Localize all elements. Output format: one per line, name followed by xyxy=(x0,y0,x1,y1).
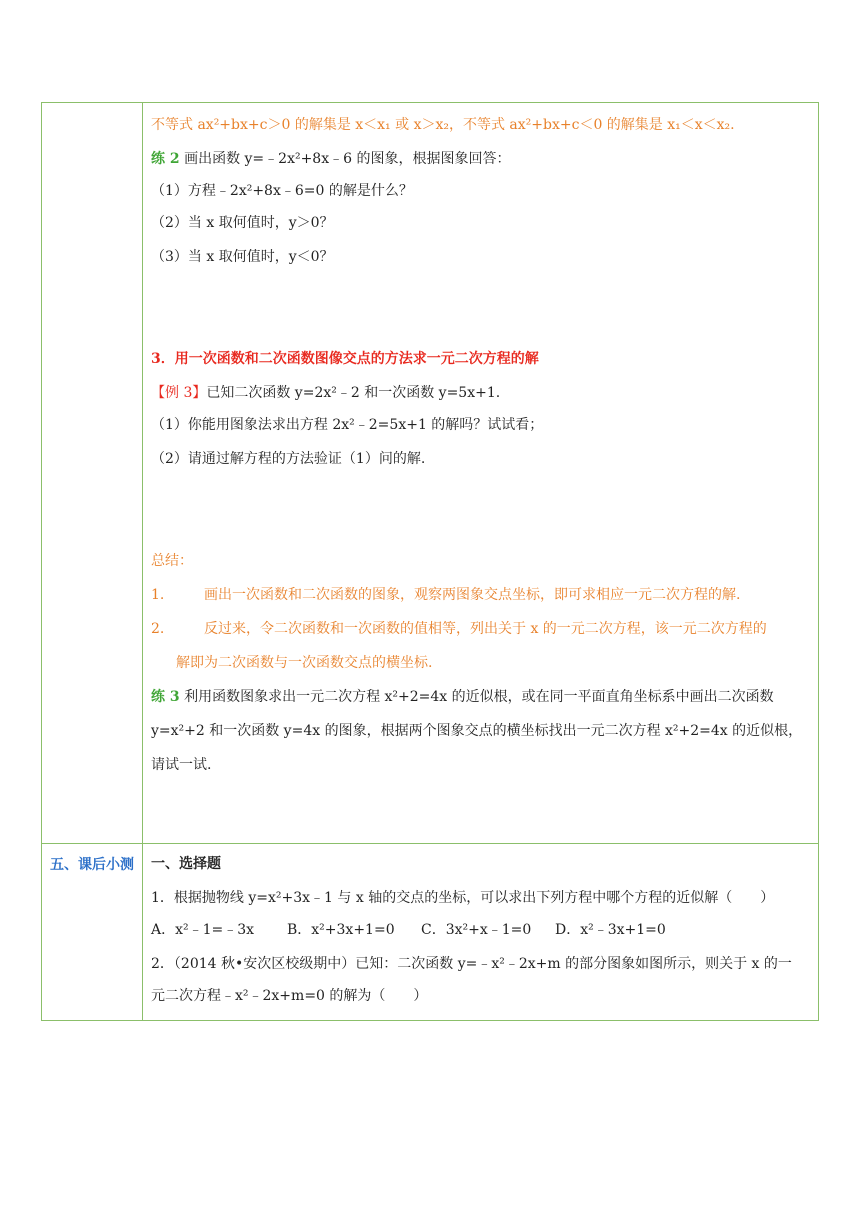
quiz-question-2-line-2: 元二次方程﹣x²﹣2x+m=0 的解为（ ） xyxy=(151,988,428,1004)
row1-label-cell xyxy=(42,103,143,844)
summary-item-2-line-2: 解即为二次函数与一次函数交点的横坐标. xyxy=(176,655,433,671)
summary-item-2-number: 2. xyxy=(151,621,165,637)
worksheet-table xyxy=(41,102,819,1021)
exercise-3-line-3: 请试一试. xyxy=(151,757,212,773)
example-3-question-2: （2）请通过解方程的方法验证（1）问的解. xyxy=(151,451,426,467)
quiz-question-1-option-a: A．x²﹣1=﹣3x xyxy=(151,922,255,938)
exercise-2 xyxy=(151,149,510,169)
exercise-2-question-3: （3）当 x 取何值时，y＜0？ xyxy=(151,249,334,265)
example-3-question-1: （1）你能用图象法求出方程 2x²﹣2=5x+1 的解吗？试试看； xyxy=(151,417,544,433)
exercise-3-line-2: y=x²+2 和一次函数 y=4x 的图象，根据两个图象交点的横坐标找出一元二次方程 x²+2=4x 的近似根， xyxy=(151,723,803,739)
exercise-2-question-1: （1）方程﹣2x²+8x﹣6=0 的解是什么？ xyxy=(151,183,413,199)
exercise-2-tag: 练 2 xyxy=(151,151,180,167)
exercise-3-text: 利用函数图象求出一元二次方程 x²+2=4x 的近似根，或在同一平面直角坐标系中画出二次函数 xyxy=(179,689,774,705)
exercise-3-tag: 练 3 xyxy=(151,689,180,705)
quiz-question-2-line-1: 2．（2014 秋•安次区校级期中）已知：二次函数 y=﹣x²﹣2x+m 的部分图象如图所示，则关于 x 的一 xyxy=(151,956,792,972)
exercise-3-line-1 xyxy=(151,687,774,707)
example-3-text: 已知二次函数 y=2x²﹣2 和一次函数 y=5x+1. xyxy=(206,385,501,401)
example-3 xyxy=(151,383,500,403)
section-label-after-class-quiz: 五、课后小测 xyxy=(50,857,134,873)
quiz-question-1: 1．根据抛物线 y=x²+3x﹣1 与 x 轴的交点的坐标，可以求出下列方程中哪个方程的近似解（ ） xyxy=(151,890,775,906)
summary-item-1: 画出一次函数和二次函数的图象，观察两图象交点坐标，即可求相应一元二次方程的解. xyxy=(204,587,741,603)
row2-label-cell xyxy=(42,844,143,1021)
quiz-question-1-option-b: B．x²+3x+1=0 xyxy=(287,922,395,938)
inequality-solution-text: 不等式 ax²+bx+c＞0 的解集是 x＜x₁ 或 x＞x₂，不等式 ax²+bx+c＜0 的解集是 x₁＜x＜x₂. xyxy=(151,117,735,133)
summary-item-1-number: 1. xyxy=(151,587,165,603)
exercise-2-question-2: （2）当 x 取何值时，y＞0？ xyxy=(151,215,334,231)
quiz-question-1-option-c: C．3x²+x﹣1=0 xyxy=(421,922,532,938)
summary-item-2-line-1: 反过来，令二次函数和一次函数的值相等，列出关于 x 的一元二次方程，该一元二次方程的 xyxy=(204,621,767,637)
exercise-2-text: 画出函数 y=﹣2x²+8x﹣6 的图象，根据图象回答： xyxy=(179,151,511,167)
choice-questions-heading: 一、选择题 xyxy=(151,856,221,872)
section-3-heading: 3．用一次函数和二次函数图像交点的方法求一元二次方程的解 xyxy=(151,351,539,367)
example-3-tag: 【例 3】 xyxy=(151,385,207,401)
row2-content-cell xyxy=(143,844,819,1021)
row1-content-cell xyxy=(143,103,819,844)
quiz-question-1-option-d: D．x²﹣3x+1=0 xyxy=(555,922,666,938)
summary-title: 总结： xyxy=(151,553,193,569)
